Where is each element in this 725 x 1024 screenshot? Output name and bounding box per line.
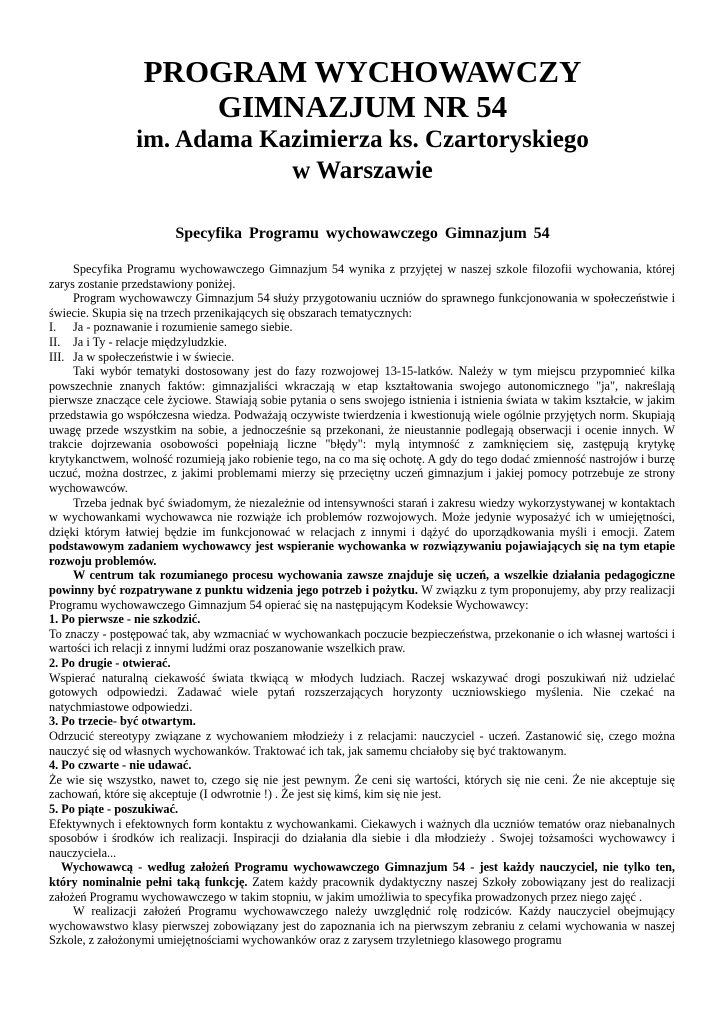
- title-line-1: PROGRAM WYCHOWAWCZY: [143, 54, 582, 89]
- list-item: III. Ja w społeczeństwie i w świecie.: [49, 349, 235, 364]
- code-point-4-heading: 4. Po czwarte - nie udawać.: [49, 758, 192, 773]
- code-point-1-heading: 1. Po pierwsze - nie szkodzić.: [49, 612, 201, 627]
- title-line-2: GIMNAZJUM NR 54: [217, 89, 508, 124]
- code-point-2-heading: 2. Po drugie - otwierać.: [49, 656, 171, 671]
- document-title: [0, 54, 725, 186]
- document-body: [49, 262, 675, 948]
- section-heading: Specyfika Programu wychowawczego Gimnazjum 54: [175, 225, 550, 242]
- list-item: I. Ja - poznawanie i rozumienie samego siebie.: [49, 320, 293, 335]
- paragraph-3: Taki wybór tematyki dostosowany jest do fazy rozwojowej 13-15-latków. Należy w tym miejscu przypomnieć kilka powszechnie znanych faktów: gimnazjaliści wkraczają w etap kształtowania swojego autonomicznego "ja", nakreślają pierwsze znaczące cele życiowe. Stawiają sobie pytania o sens swojego istnienia i istnienia świata w takim kształcie, w jakim przedstawia go współczesna wiedza. Podważają oczywiste twierdzenia i kwestionują wiele ogólnie przyjętych norm. Skupiają uwagę przede wszystkim na sobie, a jednocześnie są przekonani, że nieustannie podlegają obserwacji i ocenie innych. W trakcie dojrzewania osobowości popełniają liczne "błędy": mylą intymność z zamknięciem się, zastępują krytykę krytykanctwem, wolność rozumieją jako robienie tego, na co ma się ochotę. A gdy do tego dodać zmienność nastrojów i burzę uczuć, można dostrzec, z jakimi problemami mierzy się przeciętny uczeń gimnazjum i jakiej pomocy potrzebuje ze strony wychowawców.: [49, 364, 675, 495]
- title-line-4: w Warszawie: [292, 157, 433, 184]
- code-point-2-text: Wspierać naturalną ciekawość świata tkwiącą w młodych ludziach. Raczej wskazywać drogi poszukiwań niż udzielać gotowych odpowiedzi. Zadawać wiele pytań rozszerzających horyzonty uczniowskiego myślenia. Nie czekać na natychmiastowe odpowiedzi.: [49, 670, 675, 714]
- code-point-3-heading: 3. Po trzecie- być otwartym.: [49, 714, 196, 729]
- paragraph-7: W realizacji założeń Programu wychowawczego należy uwzględnić rolę rodziców. Każdy nauczyciel obejmujący wychowawstwo klasy pierwszej zobowiązany jest do zapoznania ich na pierwszym zebraniu z celami wychowania w naszej Szkole, z założonymi umiejętnościami wychowanków oraz z zarysem trzyletniego klasowego programu: [49, 904, 675, 948]
- paragraph-1: Specyfika Programu wychowawczego Gimnazjum 54 wynika z przyjętej w naszej szkole filozofii wychowania, której zarys zostanie przedstawiony poniżej.: [49, 262, 675, 291]
- list-item: II. Ja i Ty - relacje międzyludzkie.: [49, 334, 227, 349]
- code-point-4-text: Że wie się wszystko, nawet to, czego się nie jest pewnym. Że ceni się wartości, których się nie ceni. Że nie akceptuje się zachowań, które się akceptuje (I odwrotnie !) . Że jest się kimś, kim się nie jest.: [49, 772, 675, 802]
- code-point-5-heading: 5. Po piąte - poszukiwać.: [49, 801, 179, 816]
- paragraph-4: Trzeba jednak być świadomym, że niezależnie od intensywności starań i zakresu wiedzy wykorzystywanej w kontaktach w wychowankami wychowawca nie rozwiąże ich problemów rozwojowych. Może jedynie wyposażyć ich w umiejętności, dzięki którym łatwiej będzie im funkcjonować w relacjach z innymi i dążyć do uporządkowania myśli i emocji. Zatem podstawowym zadaniem wychowawcy jest wspieranie wychowanka w rozwiązywaniu pojawiających się na tym etapie rozwoju problemów.: [49, 495, 675, 568]
- code-point-5-text: Efektywnych i efektownych form kontaktu z wychowankami. Ciekawych i ważnych dla uczniów tematów oraz niebanalnych sposobów i środków ich realizacji. Inspiracji do działania dla siebie i dla młodzieży . Swojej tożsamości wychowawcy i nauczyciela...: [49, 816, 675, 860]
- title-line-3: im. Adama Kazimierza ks. Czartoryskiego: [136, 126, 589, 153]
- paragraph-6: Wychowawcą - według założeń Programu wychowawczego Gimnazjum 54 - jest każdy nauczyciel, nie tylko ten, który nominalnie pełni taką funkcję. Zatem każdy pracownik dydaktyczny naszej Szkoły zobowiązany jest do realizacji założeń Programu wychowawczego w takim stopniu, w jakim umożliwia to specyfika prowadzonych przez niego zajęć .: [49, 860, 675, 904]
- code-point-3-text: Odrzucić stereotypy związane z wychowaniem młodzieży i z relacjami: nauczyciel - uczeń. Zastanowić się, czego można nauczyć się od własnych wychowanków. Traktować ich tak, jak samemu chciałoby się być traktowanym.: [49, 729, 675, 758]
- topic-list: [49, 320, 675, 364]
- paragraph-2: Program wychowawczy Gimnazjum 54 służy przygotowaniu uczniów do sprawnego funkcjonowania w społeczeństwie i świecie. Skupia się na trzech przenikających się obszarach tematycznych:: [49, 291, 675, 320]
- paragraph-5: W centrum tak rozumianego procesu wychowania zawsze znajduje się uczeń, a wszelkie działania pedagogiczne powinny być rozpatrywane z punktu widzenia jego potrzeb i pożytku. W związku z tym proponujemy, aby przy realizacji Programu wychowawczego Gimnazjum 54 opierać się na następującym Kodeksie Wychowawcy:: [49, 568, 675, 612]
- code-point-1-text: To znaczy - postępować tak, aby wzmacniać w wychowankach poczucie bezpieczeństwa, przekonanie o ich własnej wartości i wartości ich relacji z innymi ludźmi oraz poszanowanie wszelkich praw.: [49, 626, 675, 656]
